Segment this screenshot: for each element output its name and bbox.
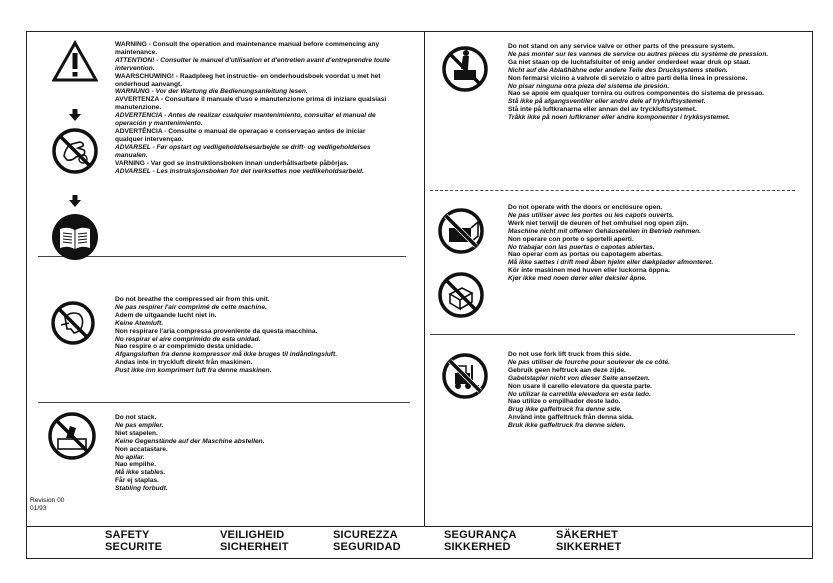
warning-line: Do not operate with the doors or enclosure open.: [508, 204, 663, 211]
warning-line: Maschine nicht mit offenen Gehäuseteilen in Betrieb nehmen.: [508, 227, 701, 235]
breathe-warning-text: [115, 296, 415, 375]
read-manual-book-icon: [50, 212, 100, 262]
warning-line: Non operare con porte o sportelli aperti.: [508, 235, 634, 243]
warning-line: No respirar el aire comprimido de esta unidad.: [115, 335, 261, 343]
doors-warning-text: [508, 204, 798, 283]
warning-line: Nao empilhe.: [115, 461, 157, 469]
revision-date: 01/93: [30, 505, 47, 512]
valve-warning-text: [508, 43, 791, 122]
warning-line: ADVERTENCIA - Antes de realizar cualquier mantenimiento, consultar el manual de operación y mantenimiento.: [115, 112, 376, 128]
revision-number: Revision 00: [30, 497, 65, 504]
footer-sikkerhed: SIKKERHED: [444, 541, 511, 553]
warning-line: Ne pas utiliser avec les portes ou les capots ouverts.: [508, 211, 675, 219]
no-stacking-icon: [46, 410, 98, 462]
warning-triangle-icon: [52, 40, 98, 82]
forklift-warning-text: [508, 351, 798, 430]
warning-line: Niet stapelen.: [115, 429, 158, 437]
warning-line: WARNING - Consult the operation and maintenance manual before commencing any maintenance.: [115, 41, 380, 56]
footer-seguranca: SEGURANÇA: [444, 529, 517, 541]
warning-line: Må ikke stables.: [115, 469, 166, 477]
maintenance-warning-text: [115, 41, 395, 175]
no-standing-on-valve-icon: [440, 44, 490, 94]
warning-line: Ne pas monter sur les vannes de service ou autres pièces du système de pression.: [508, 50, 769, 58]
footer-sakerhet: SÄKERHET: [556, 529, 619, 541]
warning-line: AVVERTENZA - Consultare il manuale d'uso e manutenzione prima di iniziare qualsiasi manutenzione.: [115, 96, 387, 112]
stack-warning-text: [115, 414, 405, 493]
warning-line: No apilar.: [115, 453, 145, 461]
warning-line: No utilizar la carretilla elevadora en esta lado.: [508, 390, 651, 398]
warning-line: Kör inte maskinen med huven eller luckorna öppna.: [508, 267, 670, 275]
warning-line: Må ikke sættes i drift med åben hjelm eller dækplader afmonteret.: [508, 259, 714, 267]
warning-line: Nao se apoie em qualquer tornira ou outros componentes do sistema de pressao.: [508, 90, 765, 98]
separator-right-1: [430, 190, 795, 191]
warning-line: WAARSCHUWING! - Raadpleeg het instructie- en onderhoudsboek voordat u met het onderhoud aanvangt.: [115, 72, 381, 88]
warning-line: Gabelstapler nicht von dieser Seite ansetzen.: [508, 374, 650, 382]
warning-line: Do not breathe the compressed air from this unit.: [115, 296, 270, 303]
warning-line: Stå ikke på afgangsventiler eller andre dele af trykluftsystemet.: [508, 98, 706, 106]
warning-line: Nao utilize o empilhador deste lado.: [508, 398, 621, 406]
warning-line: Gebruik geen heftruck aan deze zijde.: [508, 366, 626, 374]
warning-line: Nicht auf die Ablaßhähne oder andere Teile des Drucksystems stellen.: [508, 66, 728, 74]
no-breathing-air-icon: [49, 299, 97, 347]
warning-line: Använd inte gaffeltruck från denna sida.: [508, 414, 634, 422]
warning-line: Kjør ikke med noen dører eller deksler åpne.: [508, 275, 647, 283]
footer-veiligheid: VEILIGHEID: [220, 529, 285, 541]
warning-line: Non fermarsi vicino a valvole di servizio o altre parti della linea in pressione.: [508, 74, 748, 82]
warning-line: Keine Gegenstände auf der Maschine abstellen.: [115, 437, 265, 445]
warning-line: Får ej staplas.: [115, 477, 159, 485]
separator-left-2: [38, 402, 410, 403]
warning-line: Adem de uitgaande lucht niet in.: [115, 311, 217, 319]
no-open-doors-icon: [436, 206, 486, 256]
arrow-down-icon: [69, 195, 81, 207]
warning-line: Keine Atemluft.: [115, 319, 164, 327]
column-divider: [424, 31, 425, 526]
warning-line: ADVARSEL - Les instruksjonsboken for det iverksettes noe vedlikeholdsarbeid.: [115, 167, 364, 175]
warning-line: ATTENTION! - Consulter le manuel d'utilisation et d'entretien avant d'entreprendre toute intervention.: [115, 56, 390, 72]
warning-line: Afgangsluften fra denne kompressor må ikke bruges til indåndingsluft.: [115, 351, 338, 359]
warning-line: No pisar ninguna otra pieza del sistema de presión.: [508, 82, 670, 90]
warning-line: Ne pas utiliser de fourche pour soulever de ce côté.: [508, 358, 670, 366]
warning-line: No trabajar con las puertas o capotas abiertas.: [508, 243, 655, 251]
warning-line: Tråkk ikke på noen luftkraner eller andre komponenter i trykksystemet.: [508, 114, 730, 122]
warning-line: Nao operar com as portas ou capotagem abertas.: [508, 251, 664, 259]
warning-line: Do not stand on any service valve or other parts of the pressure system.: [508, 43, 735, 50]
footer-sicherheit: SICHERHEIT: [220, 541, 289, 553]
warning-line: Nao respire o ar comprimido desta unidade.: [115, 343, 253, 351]
warning-line: Pust ikke inn komprimert luft fra denne maskinen.: [115, 367, 272, 375]
no-forklift-icon: [440, 351, 490, 401]
warning-line: Ne pas respirer l'air comprimé de cette machine.: [115, 303, 267, 311]
warning-line: VARNING - Var god se instruktionsboken innan underhållsarbete påbörjas.: [115, 159, 349, 167]
no-open-enclosure-icon: [436, 270, 486, 320]
arrow-down-icon: [69, 109, 81, 121]
footer-securite: SECURITE: [105, 541, 163, 553]
footer-divider: [26, 526, 813, 527]
warning-line: ADVERTÊNCIA - Consulte o manual de operaçao e conservaçao antes de iniciar qualquer intervençao.: [115, 127, 366, 143]
warning-line: Brug ikke gaffeltruck fra denne side.: [508, 406, 622, 414]
warning-line: Ne pas empiler.: [115, 421, 164, 429]
warning-line: Do not use fork lift truck from this side.: [508, 351, 632, 358]
warning-line: Andas inte in tryckluft direkt från maskinen.: [115, 359, 253, 367]
warning-line: Non accatastare.: [115, 445, 168, 453]
footer-sikkerhet: SIKKERHET: [556, 541, 622, 553]
separator-right-2: [430, 334, 795, 335]
footer-safety: SAFETY: [105, 529, 150, 541]
no-hand-maintenance-icon: [50, 126, 100, 176]
warning-line: Bruk ikke gaffeltruck fra denne siden.: [508, 422, 626, 430]
footer-seguridad: SEGURIDAD: [333, 541, 401, 553]
warning-line: Ga niet staan op de luchtafsluiter of enig ander onderdeel waar druk op staat.: [508, 58, 751, 66]
warning-line: Stabling forbudt.: [115, 485, 168, 493]
warning-line: Non usare il carello elevatore da questa parte.: [508, 382, 653, 390]
warning-line: Werk niet terwijl de deuren of het omhulsel nog open zijn.: [508, 219, 689, 227]
revision-label: [30, 497, 64, 513]
warning-line: Do not stack.: [115, 414, 157, 421]
warning-line: WARNUNG - Vor der Wartung die Bedienungsanleitung lesen.: [115, 88, 308, 96]
footer-sicurezza: SICUREZZA: [333, 529, 398, 541]
warning-line: Non respirare l'aria compressa proveniente da questa macchina.: [115, 327, 318, 335]
warning-line: Stå inte på luftkranarna eller annan del av tryckluftsystemet.: [508, 106, 697, 114]
warning-line: ADVARSEL - Før opstart og vedligeholdelsesarbejde se drift- og vedligeholdelses manualen.: [115, 143, 371, 159]
